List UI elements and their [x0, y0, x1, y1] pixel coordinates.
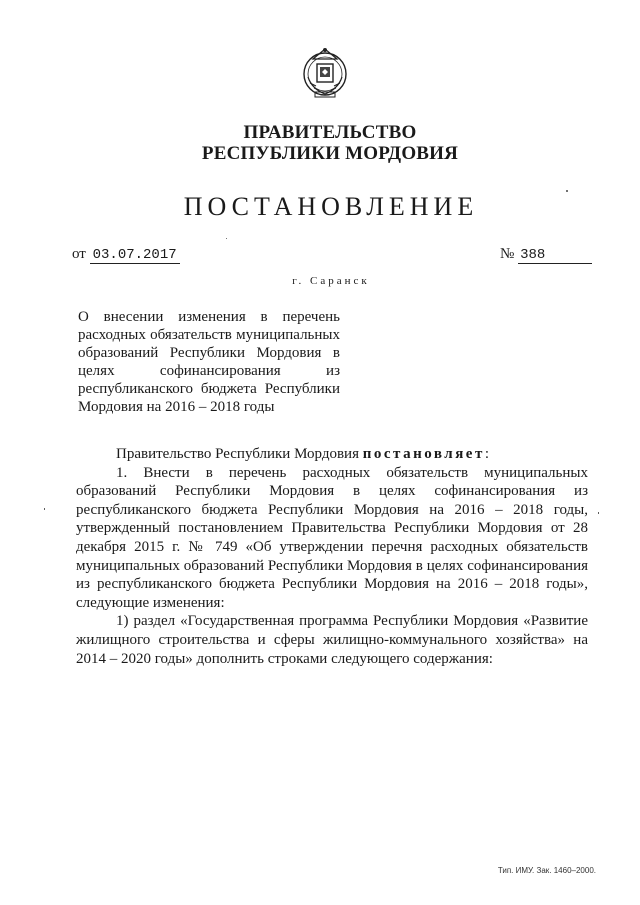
date-field: [72, 246, 180, 264]
document-type-title: ПОСТАНОВЛЕНИЕ: [183, 192, 479, 221]
government-title-line2: РЕСПУБЛИКИ МОРДОВИЯ: [201, 143, 459, 164]
scan-speck: [44, 508, 45, 510]
date-prefix: от: [72, 246, 86, 262]
coat-of-arms-emblem: [300, 45, 350, 101]
intro-tail: :: [484, 446, 490, 462]
printer-mark: Тип. ИМУ. Зак. 1460–2000.: [497, 866, 596, 875]
city-line: г. Саранск: [292, 275, 370, 287]
document-body: [76, 445, 588, 668]
intro-keyword: постановляет: [362, 446, 485, 462]
number-value: 388: [518, 247, 592, 264]
paragraph-1: 1. Внести в перечень расходных обязательств муниципальных образований Республики Мордовия в целях софинансирования из республиканского бюджета Республики Мордовия на 2016 – 2018 годы, утвержденный постановлением Правительства Республики Мордовия от 28 декабря 2015 г. № 749 «Об утверждении перечня расходных обязательств муниципальных образований Республики Мордовия в целях софинансирования из республиканского бюджета Республики Мордовия на 2016 – 2018 годы», следующие изменения:: [76, 464, 588, 611]
government-title-line1: ПРАВИТЕЛЬСТВО: [243, 122, 417, 143]
scan-speck: [598, 512, 599, 514]
scan-speck: [226, 238, 227, 239]
paragraph-2: 1) раздел «Государственная программа Республики Мордовия «Развитие жилищного строительства и сферы жилищно-коммунального хозяйства» на 2014 – 2020 годы» дополнить строками следующего содержания:: [76, 613, 588, 667]
intro-lead: Правительство Республики Мордовия: [116, 446, 363, 462]
scan-speck: [566, 190, 568, 192]
document-subject: О внесении изменения в перечень расходных обязательств муниципальных образований Республики Мордовия в целях софинансирования из республиканского бюджета Республики Мордовия на 2016 – 2018 годы: [78, 309, 340, 415]
date-value: 03.07.2017: [90, 247, 180, 264]
intro-paragraph: [76, 445, 588, 464]
number-prefix: №: [500, 246, 515, 262]
number-field: [500, 246, 592, 264]
